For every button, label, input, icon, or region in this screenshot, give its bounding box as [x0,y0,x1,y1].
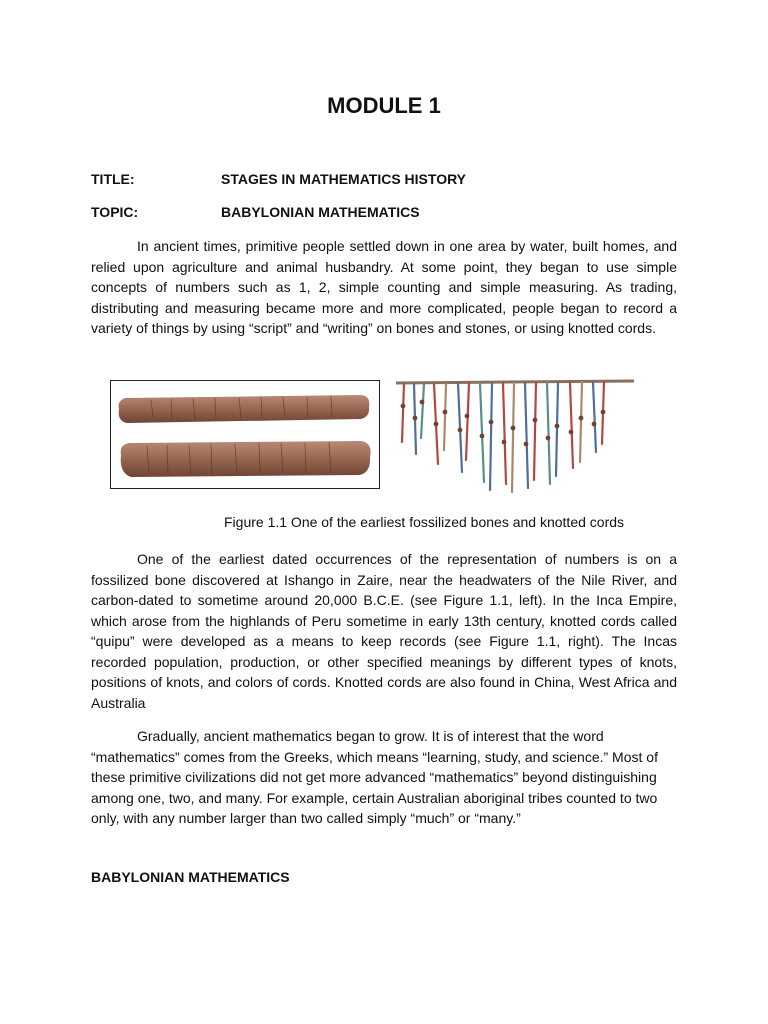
fossil-bones-illustration [111,381,379,488]
quipu-knotted-cords-image [394,372,640,498]
intro-paragraph: In ancient times, primitive people settled down in one area by water, built homes, and relied upon agriculture and animal husbandry. At some point, they began to use simple concepts of numbers such as 1, 2, simple counting and simple measuring. As trading, distributing and measuring became more and more complicated, people began to record a variety of things by using “script” and “writing” on bones and stones, or using knotted cords. [91,238,677,336]
figure-caption: Figure 1.1 One of the earliest fossilized bones and knotted cords [224,514,625,530]
ishango-quipu-paragraph: One of the earliest dated occurrences of the representation of numbers is on a fossilized bone discovered at Ishango in Zaire, near the headwaters of the Nile River, and carbon-dated to sometime around 20,000 B.C.E. (see Figure 1.1, left). In the Inca Empire, which arose from the highlands of Peru sometime in early 13th century, knotted cords called “quipu” were developed as a means to keep records (see Figure 1.1, right). The Incas recorded population, production, or other specified meanings by different types of knots, positions of knots, and colors of cords. Knotted cords are also found in China, West Africa and Australia [91,551,677,711]
bone-lower [121,441,371,477]
quipu-pendant-cords [402,382,604,492]
section-heading: BABYLONIAN MATHEMATICS [91,869,290,885]
topic-label: TOPIC: [91,204,139,220]
topic-value: BABYLONIAN MATHEMATICS [221,204,420,220]
title-label: TITLE: [91,171,135,187]
ancient-mathematics-paragraph: Gradually, ancient mathematics began to grow. It is of interest that the word “mathematics” comes from the Greeks, which means “learning, study, and science.” Most of these primitive civilizations did not get more advanced “mathematics” beyond distinguishing among one, two, and many. For example, certain Australian aboriginal tribes counted to two only, with any number larger than two called simply “much” or “many.” [91,728,658,826]
title-row [91,171,466,187]
module-title: MODULE 1 [327,93,441,118]
topic-row [91,204,420,220]
title-value: STAGES IN MATHEMATICS HISTORY [221,171,467,187]
quipu-illustration [394,372,640,498]
bone-upper [119,395,370,423]
ishango-bones-image [110,380,380,489]
